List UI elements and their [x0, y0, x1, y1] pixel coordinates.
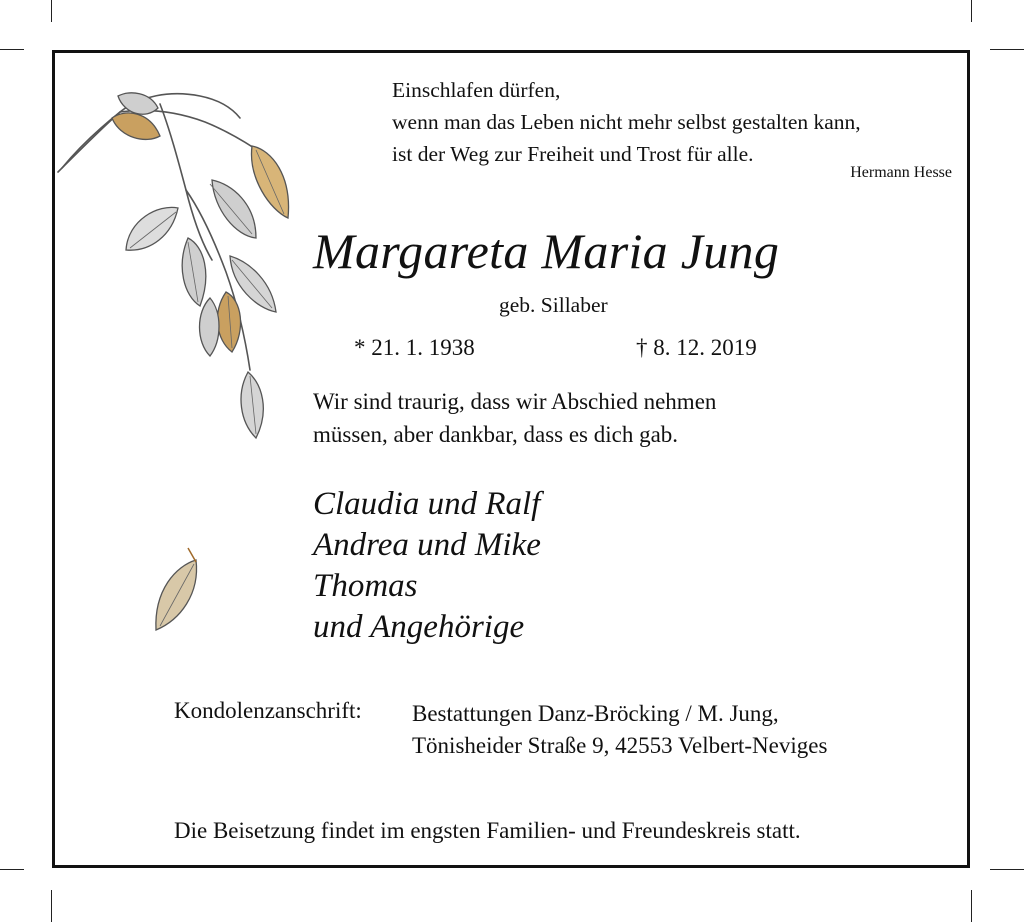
maiden-name: geb. Sillaber [499, 293, 608, 317]
condolence-address [412, 698, 827, 762]
mourning-line: Wir sind traurig, dass wir Abschied nehmen [313, 389, 717, 414]
family-member: Claudia und Ralf [313, 486, 541, 522]
mourning-text [313, 385, 716, 451]
funeral-note: Die Beisetzung findet im engsten Familien- und Freundeskreis statt. [174, 818, 801, 843]
family-member: Thomas [313, 568, 418, 604]
address-line: Bestattungen Danz-Bröcking / M. Jung, [412, 701, 779, 726]
condolence-label: Kondolenzanschrift: [174, 698, 362, 723]
quote-line: Einschlafen dürfen, [392, 78, 561, 102]
birth-date: * 21. 1. 1938 [354, 335, 475, 360]
death-date: † 8. 12. 2019 [636, 335, 757, 360]
quote-line: ist der Weg zur Freiheit und Trost für alle. [392, 142, 754, 166]
family-member: und Angehörige [313, 609, 525, 645]
mourning-line: müssen, aber dankbar, dass es dich gab. [313, 422, 679, 447]
family-member: Andrea und Mike [313, 527, 541, 563]
quote [392, 74, 861, 170]
deceased-name: Margareta Maria Jung [313, 223, 780, 279]
address-line: Tönisheider Straße 9, 42553 Velbert-Neviges [412, 733, 828, 758]
quote-author: Hermann Hesse [850, 164, 952, 181]
quote-line: wenn man das Leben nicht mehr selbst gestalten kann, [392, 110, 861, 134]
family-signatures [313, 484, 541, 648]
